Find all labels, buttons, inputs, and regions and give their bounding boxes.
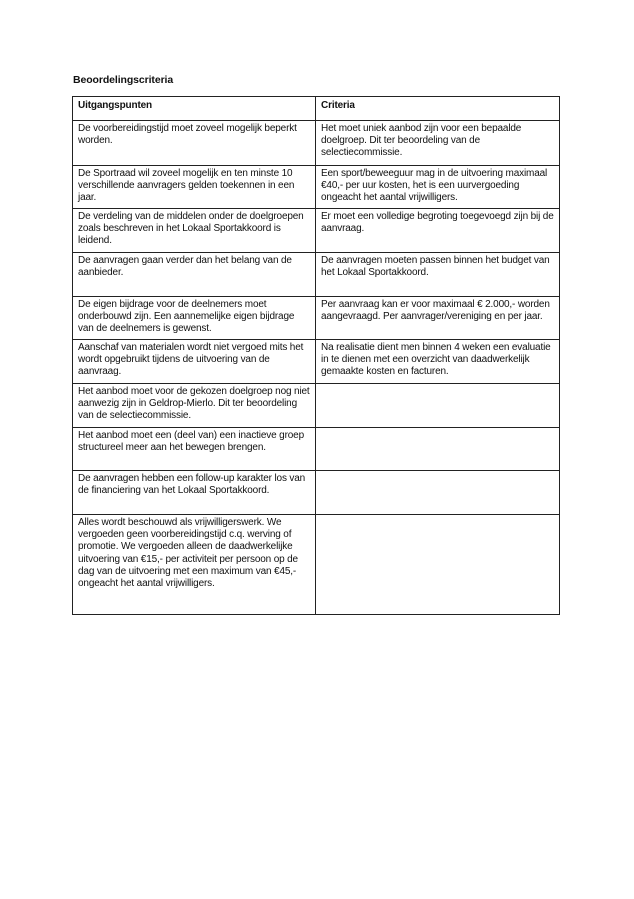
cell-uitgangspunt: De verdeling van de middelen onder de doelgroepen zoals beschreven in het Lokaal Sportakkoord is leidend. [73, 209, 316, 253]
column-header-criteria: Criteria [316, 97, 560, 121]
column-header-uitgangspunten: Uitgangspunten [73, 97, 316, 121]
table-row [73, 340, 560, 384]
table-row [73, 121, 560, 166]
cell-uitgangspunt: Het aanbod moet een (deel van) een inactieve groep structureel meer aan het bewegen brengen. [73, 428, 316, 471]
cell-criterium [316, 384, 560, 428]
table-header-row [73, 97, 560, 121]
criteria-table [72, 96, 560, 615]
cell-criterium [316, 515, 560, 615]
cell-criterium: Er moet een volledige begroting toegevoegd zijn bij de aanvraag. [316, 209, 560, 253]
table-row [73, 471, 560, 515]
table-row [73, 253, 560, 297]
cell-criterium: Het moet uniek aanbod zijn voor een bepaalde doelgroep. Dit ter beoordeling van de selectiecommissie. [316, 121, 560, 166]
cell-criterium [316, 471, 560, 515]
cell-uitgangspunt: Aanschaf van materialen wordt niet vergoed mits het wordt opgebruikt tijdens de uitvoering van de aanvraag. [73, 340, 316, 384]
cell-uitgangspunt: De Sportraad wil zoveel mogelijk en ten minste 10 verschillende aanvragers gelden toekennen in een jaar. [73, 166, 316, 209]
cell-criterium: Per aanvraag kan er voor maximaal € 2.000,- worden aangevraagd. Per aanvrager/vereniging en per jaar. [316, 297, 560, 340]
cell-uitgangspunt: De voorbereidingstijd moet zoveel mogelijk beperkt worden. [73, 121, 316, 166]
table-row [73, 428, 560, 471]
table-row [73, 297, 560, 340]
cell-uitgangspunt: Het aanbod moet voor de gekozen doelgroep nog niet aanwezig zijn in Geldrop-Mierlo. Dit ter beoordeling van de selectiecommissie. [73, 384, 316, 428]
table-row [73, 166, 560, 209]
table-row [73, 384, 560, 428]
cell-uitgangspunt: De aanvragen hebben een follow-up karakter los van de financiering van het Lokaal Sportakkoord. [73, 471, 316, 515]
cell-criterium: De aanvragen moeten passen binnen het budget van het Lokaal Sportakkoord. [316, 253, 560, 297]
table-row [73, 209, 560, 253]
cell-uitgangspunt: De aanvragen gaan verder dan het belang van de aanbieder. [73, 253, 316, 297]
table-row [73, 515, 560, 615]
document-title: Beoordelingscriteria [73, 74, 174, 86]
cell-criterium: Een sport/beweeguur mag in de uitvoering maximaal €40,- per uur kosten, het is een uurvergoeding ongeacht het aantal vrijwilligers. [316, 166, 560, 209]
cell-uitgangspunt: De eigen bijdrage voor de deelnemers moet onderbouwd zijn. Een aannemelijke eigen bijdrage van de deelnemers is gewenst. [73, 297, 316, 340]
cell-criterium: Na realisatie dient men binnen 4 weken een evaluatie in te dienen met een overzicht van daadwerkelijk gemaakte kosten en facturen. [316, 340, 560, 384]
cell-criterium [316, 428, 560, 471]
cell-uitgangspunt: Alles wordt beschouwd als vrijwilligerswerk. We vergoeden geen voorbereidingstijd c.q. werving of promotie. We vergoeden alleen de daadwerkelijke uitvoering van €15,- per activiteit per persoon op de dag van de uitvoering met een maximum van €45,- ongeacht het aantal vrijwilligers. [73, 515, 316, 615]
